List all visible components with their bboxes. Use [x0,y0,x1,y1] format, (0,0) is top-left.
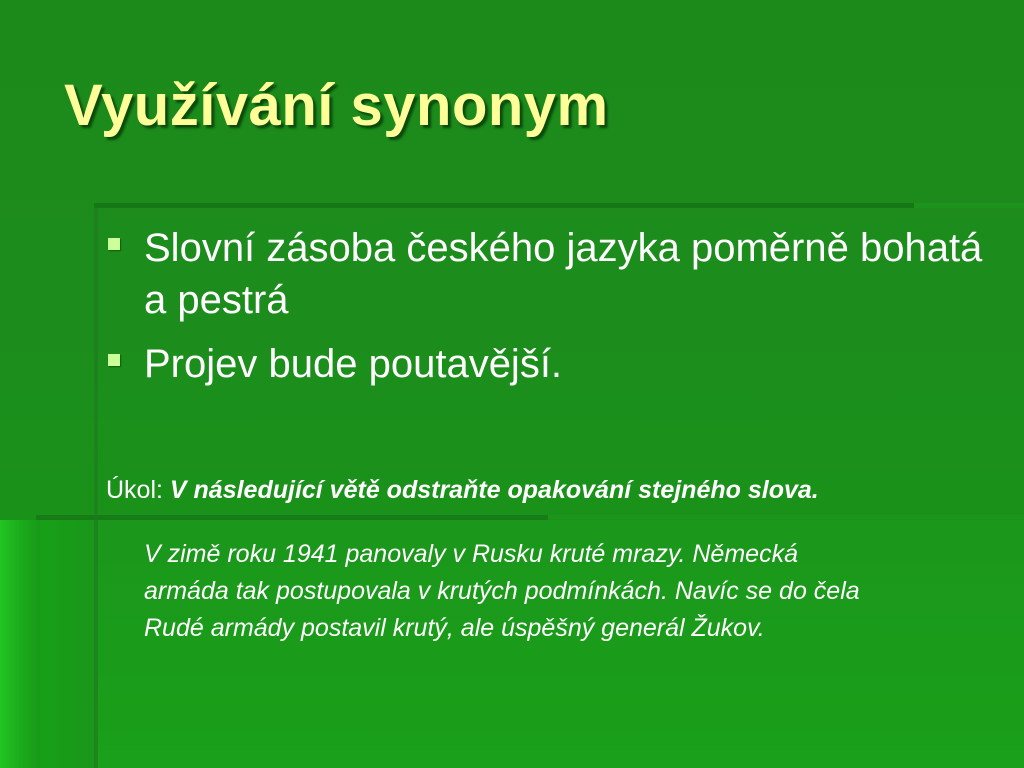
top-divider-right [914,203,1024,208]
top-divider [94,203,914,208]
task-line [106,476,819,505]
bullet-item [106,222,986,326]
square-bullet-icon [108,354,120,366]
bullet-text: Projev bude poutavější. [144,342,563,386]
middle-divider-right [548,515,1024,519]
bullet-list [106,222,986,402]
square-bullet-icon [108,238,120,250]
sentence-line: V zimě roku 1941 panovaly v Rusku kruté mrazy. Německá [144,540,798,568]
left-accent-band [0,520,40,768]
task-period: . [811,476,819,504]
slide-title: Využívání synonym [64,73,609,138]
bullet-text: Slovní zásoba českého jazyka poměrně bohatá a pestrá [144,226,983,322]
left-accent-band-inner [40,520,96,768]
middle-divider [36,515,548,520]
task-label: Úkol: [106,476,170,504]
exercise-sentence [144,536,1004,647]
task-instruction: V následující větě odstraňte opakování stejného slova [169,476,812,504]
vertical-divider [94,205,98,768]
bullet-item [106,338,986,390]
sentence-line: Rudé armády postavil krutý, ale úspěšný generál Žukov. [144,614,765,642]
sentence-line: armáda tak postupovala v krutých podmínkách. Navíc se do čela [144,577,860,605]
